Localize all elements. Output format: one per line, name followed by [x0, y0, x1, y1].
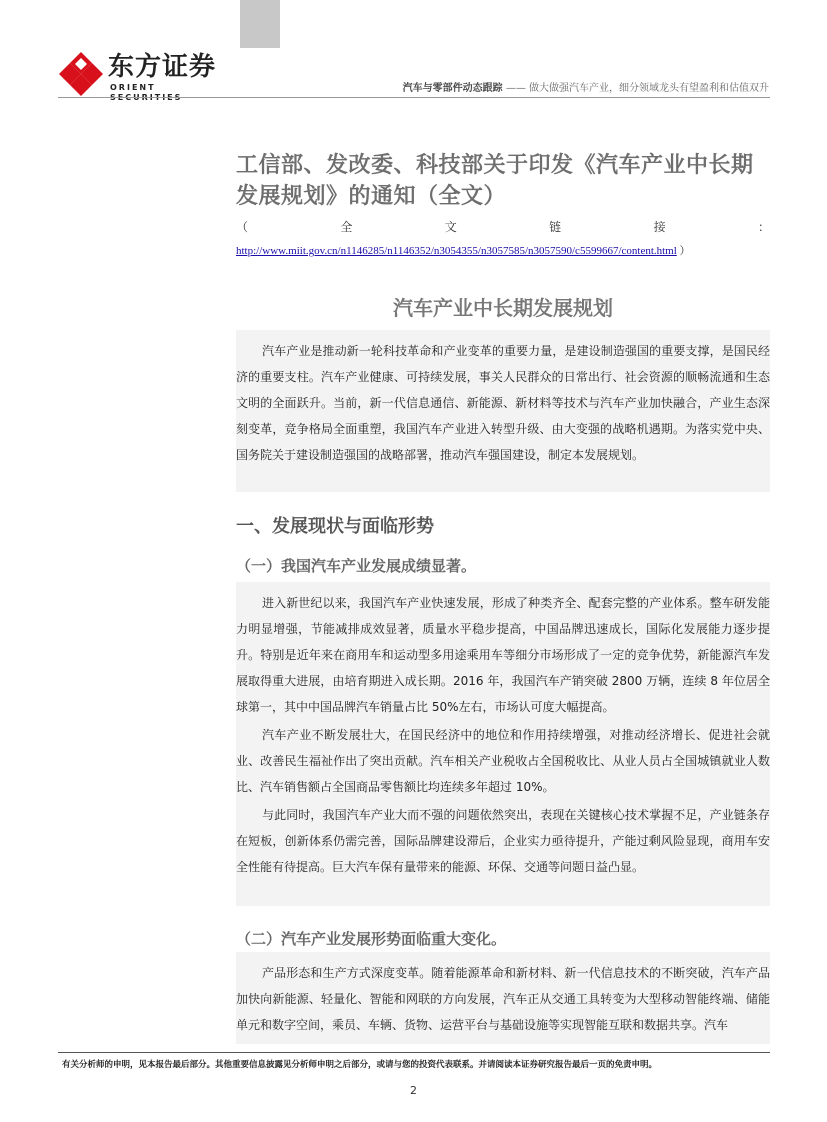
logo-text-cn: 东方证券 — [108, 52, 217, 82]
intro-paragraph: 汽车产业是推动新一轮科技革命和产业变革的重要力量，是建设制造强国的重要支撑，是国民经济的重要支柱。汽车产业健康、可持续发展，事关人民群众的日常出行、社会资源的顺畅流通和生态文明的全面跃升。当前，新一代信息通信、新能源、新材料等技术与汽车产业加快融合，产业生态深刻变革，竞争格局全面重塑，我国汽车产业进入转型升级、由大变强的战略机遇期。为落实党中央、国务院关于建设制造强国的战略部署，推动汽车强国建设，制定本发展规划。 — [236, 344, 770, 462]
section-heading-1: 一、发展现状与面临形势 — [236, 516, 434, 537]
link-label-char: 链 — [549, 220, 562, 234]
link-label-char: （ — [236, 220, 249, 234]
orient-securities-logo — [58, 50, 228, 96]
running-header-dash: —— — [505, 83, 526, 94]
link-label-char: 文 — [444, 220, 457, 234]
running-header-series: 汽车与零部件动态跟踪 — [402, 83, 503, 94]
body-paragraph: 与此同时，我国汽车产业大而不强的问题依然突出，表现在关键核心技术掌握不足，产业链条存在短板，创新体系仍需完善，国际品牌建设滞后，企业实力亟待提升，产能过剩风险显现，商用车安全性能有待提高。巨大汽车保有量带来的能源、环保、交通等问题日益凸显。 — [236, 808, 770, 874]
body-paragraph: 产品形态和生产方式深度变革。随着能源革命和新材料、新一代信息技术的不断突破，汽车产品加快向新能源、轻量化、智能和网联的方向发展，汽车正从交通工具转变为大型移动智能终端、储能单元和数字空间，乘员、车辆、货物、运营平台与基础设施等实现智能互联和数据共享。汽车 — [236, 966, 770, 1032]
full-text-url-link[interactable]: http://www.miit.gov.cn/n1146285/n1146352/n3054355/n3057585/n3057590/c5599667/content.html — [236, 245, 677, 257]
body-paragraph: 进入新世纪以来，我国汽车产业快速发展，形成了种类齐全、配套完整的产业体系。整车研发能力明显增强，节能减排成效显著，质量水平稳步提高，中国品牌迅速成长，国际化发展能力逐步提升。特别是近年来在商用车和运动型多用途乘用车等细分市场形成了一定的竞争优势，新能源汽车发展取得重大进展，由培育期进入成长期。2016 年，我国汽车产销突破 2800 万辆，连续 8 年位居全球第一，其中中国品牌汽车销量占比 50%左右，市场认可度大幅提高。 — [236, 596, 770, 714]
plan-title: 汽车产业中长期发展规划 — [393, 296, 613, 320]
logo-text-en: ORIENT — [110, 83, 156, 92]
running-header — [403, 82, 769, 96]
document-title: 工信部、发改委、科技部关于印发《汽车产业中长期发展规划》的通知（全文） — [236, 153, 754, 209]
section-heading-1-1: （一）我国汽车产业发展成绩显著。 — [236, 557, 477, 575]
body-paragraph: 汽车产业不断发展壮大，在国民经济中的地位和作用持续增强，对推动经济增长、促进社会就业、改善民生福祉作出了突出贡献。汽车相关产业税收占全国税收比、从业人员占全国城镇就业人数比、汽车销售额占全国商品零售额比均连续多年超过 10%。 — [236, 728, 770, 794]
footer-divider — [58, 1052, 770, 1053]
page-number: 2 — [410, 1084, 417, 1097]
full-text-link-label — [236, 218, 770, 236]
running-header-subtitle: 做大做强汽车产业，细分领域龙头有望盈利和估值双升 — [529, 83, 769, 94]
link-label-char: 接 — [653, 220, 666, 234]
section-heading-1-2: （二）汽车产业发展形势面临重大变化。 — [236, 930, 507, 948]
link-label-char: 全 — [340, 220, 353, 234]
full-text-link-row — [236, 242, 770, 258]
header-grey-tab — [240, 0, 280, 48]
footer-disclaimer: 有关分析师的申明，见本报告最后部分。其他重要信息披露见分析师申明之后部分，或请与您的投资代表联系。并请阅读本证券研究报告最后一页的免责申明。 — [62, 1060, 658, 1070]
orient-logo-icon — [58, 50, 104, 96]
link-label-char: ： — [757, 220, 770, 234]
url-close-paren: ） — [679, 245, 691, 257]
header-divider — [58, 97, 770, 98]
